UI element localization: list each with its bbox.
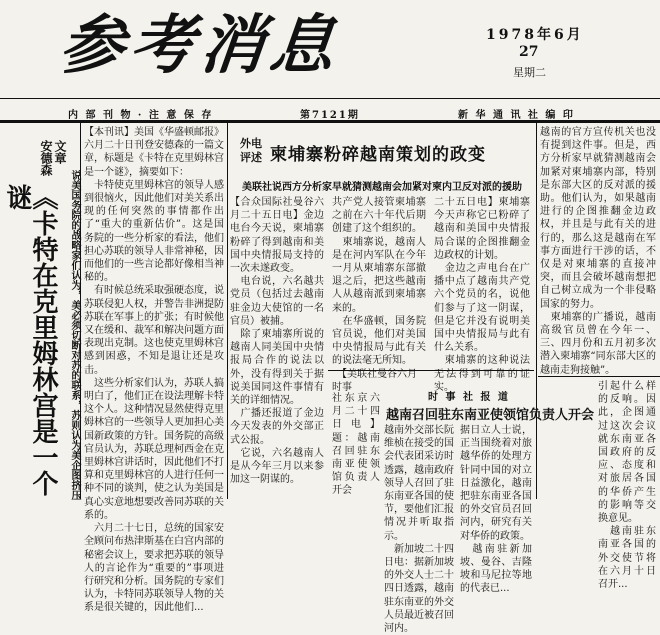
divider-left [80,122,81,499]
bottom-story-rule [328,370,534,371]
masthead-rule-bottom [0,120,660,123]
internal-notice: 内 部 刊 物 · 注 意 保 存 [68,110,214,121]
publisher: 新 华 通 讯 社 编 印 [458,110,575,121]
left-story-headline: 《卡特在克里姆林宫是一个谜 [2,184,58,496]
center-col-3: 二十五日电】柬埔寨今天声称它已粉碎了越南和美国中央情报局合谋的企图推翻金边政权的计划。 金边之声电台在广播中点了越南共产党六个党员的名，说他们参与了这一阴谋，但是它并没有说明美国中央情报局与此有什么关系。 柬埔寨的这种说法无法得到可靠的证实。 [434,197,530,393]
bottom-story-kicker: 时 事 社 报 道 [428,392,510,403]
divider-right [536,122,537,499]
issue-day: 27 [519,44,539,60]
bottom-story-headline: 越南召回驻东南亚使领馆负责人开会 [386,408,595,423]
left-story-author: 安德森 [39,140,53,176]
bottom-story-intro: 社东京六月二十四日电】题：越南召回驻东南亚使领馆负责人开会 [332,393,380,497]
left-story-subhead: 说美国务院的战略家们认为，美必须切断对苏的联系，苏则认为美企图挤压 [69,170,80,500]
right-column-top: 越南的官方宣传机关也没有提到这件事。但是，西方分析家早就猜测越南会加紧对柬埔寨内部，特别是东部大区的反对派的援助。他们认为，如果越南进行的企图推翻金边政权，并且是与此有关的进行的，那么这是越南在军事方面进行干涉的话，不仅是对柬埔寨的直接冲突，而且会破坏越南想把自己树立成为一个非侵略国家的努力。 柬埔寨的广播说，越南高级官员曾在今年一、三、四月份和五月初多次潜入柬埔寨“同东部大区的越南走狗接触”。 [540,127,656,376]
bottom-story-col-1: 越南外交部长阮维桢在接受的国会代表团采访时透露，越南政府领导人召回了驻东南亚各国的使节，要他们汇报情况并听取指示。 新加坡二十四日电：据新加坡的外交人士二十四日透露，越南驻东南亚的外交人员最近被召回河内。 [384,425,454,635]
right-column-rule [538,376,660,377]
issue-weekday: 星期二 [513,66,546,79]
bottom-story-col-2: 据日立人士说，正当围绕着对旅越华侨的处理方针同中国的对立日益激化，越南把驻东南亚各国的外交官员召回河内，研究有关对华侨的政策。 越南驻新加坡、曼谷、吉隆坡和马尼拉等地的代表已... [460,425,532,595]
right-column-bottom: 引起什么样的反响。因此，企图通过这次会议就东南亚各国政府的反应、态度和对旅居各国的华侨产生的影响等交换意见。 越南驻东南亚各国的外交使节将在六月十日召开... [598,381,656,591]
center-col-1: 【合众国际社曼谷六月二十五日电】金边电台今天说，柬埔寨粉碎了得到越南和美国中央情报局支持的一次未遂政变。 电台说，六名越共党员（包括过去越南驻金边大使馆的一名官员）被捕。 除了柬埔寨所说的越南人同美国中央情报局合作的说法以外，没有得到关于据说美国同这件事情有关的详细情况。 广播还报道了金边今天发表的外交部正式公报。 它说，六名越南人是从今年三月以来参加这一阴谋的。 [230,197,324,486]
column-a-body: 【本刊讯】美国《华盛顿邮报》六月二十日刊登安德森的一篇文章，标题是《卡特在克里姆林宫是一个谜》，摘要如下： 卡特使克里姆林宫的领导人感到很恼火，因此他们对美关系出现的任何突然的事情都作出了“重大的重新估价”。这是国务院的一些分析家的看法，他们担心苏联的领导人非常神秘，因而他们的一些言论都好像相当神秘的。 有时候总统采取强硬态度，说苏联侵犯人权，并警告非洲提防苏联在军事上的扩张；有时候他又在缓和、裁军和解决问题方面表现出克制。这也使克里姆林宫感到困惑，不知是退让还是攻击。 这些分析家们认为，苏联人搞明白了，他们正在设法理解卡特这个人。这种情况显然使得克里姆林宫的一些领导人更加担心美国新政策的方针。国务院的高级官员认为，苏联总理柯西金在克里姆林宫讲话时，因此他们不打算和克里姆林宫的人进行任何一种不同的谈判，使之认为美国是真心实意地想要改善同苏联的关系的。 六月二十七日，总统的国家安全顾问布热津斯基在白宫内部的秘密会议上，要求把苏联的领导人的言论作为“重要的”事项进行研究和分析。国务院的专家们认为，卡特同苏联领导人物的关系是很关键的，因此他们... [84,127,224,614]
divider-a [227,122,228,499]
commentary-tag-top: 外电 [240,137,262,150]
masthead-rule-top [0,98,660,99]
masthead-title: 参考消息 [56,8,344,83]
center-headline: 柬埔寨粉碎越南策划的政变 [270,145,486,165]
issue-date: 1978年6月 [486,27,584,43]
bottom-story-label: 时事 [332,382,352,393]
commentary-tag-bottom: 评述 [240,151,262,164]
left-story [0,126,78,499]
center-subhead: 美联社说西方分析家早就猜测越南会加紧对柬内卫反对派的援助 [242,182,522,193]
center-col-2: 共产党人接管柬埔寨之前在六十年代后期创建了这个组织的。 柬埔寨说，越南人是在河内军队在今年一月从柬埔寨东部撤退之后，把这些越南人从越南派到柬埔寨来的。 在华盛顿，国务院官员说，他们对美国中央情报局与此有关的说法毫无所知。 【美联社曼谷六月 [332,197,426,380]
left-story-label: 文章 [53,140,67,164]
issue-number: 第7121期 [300,110,360,121]
